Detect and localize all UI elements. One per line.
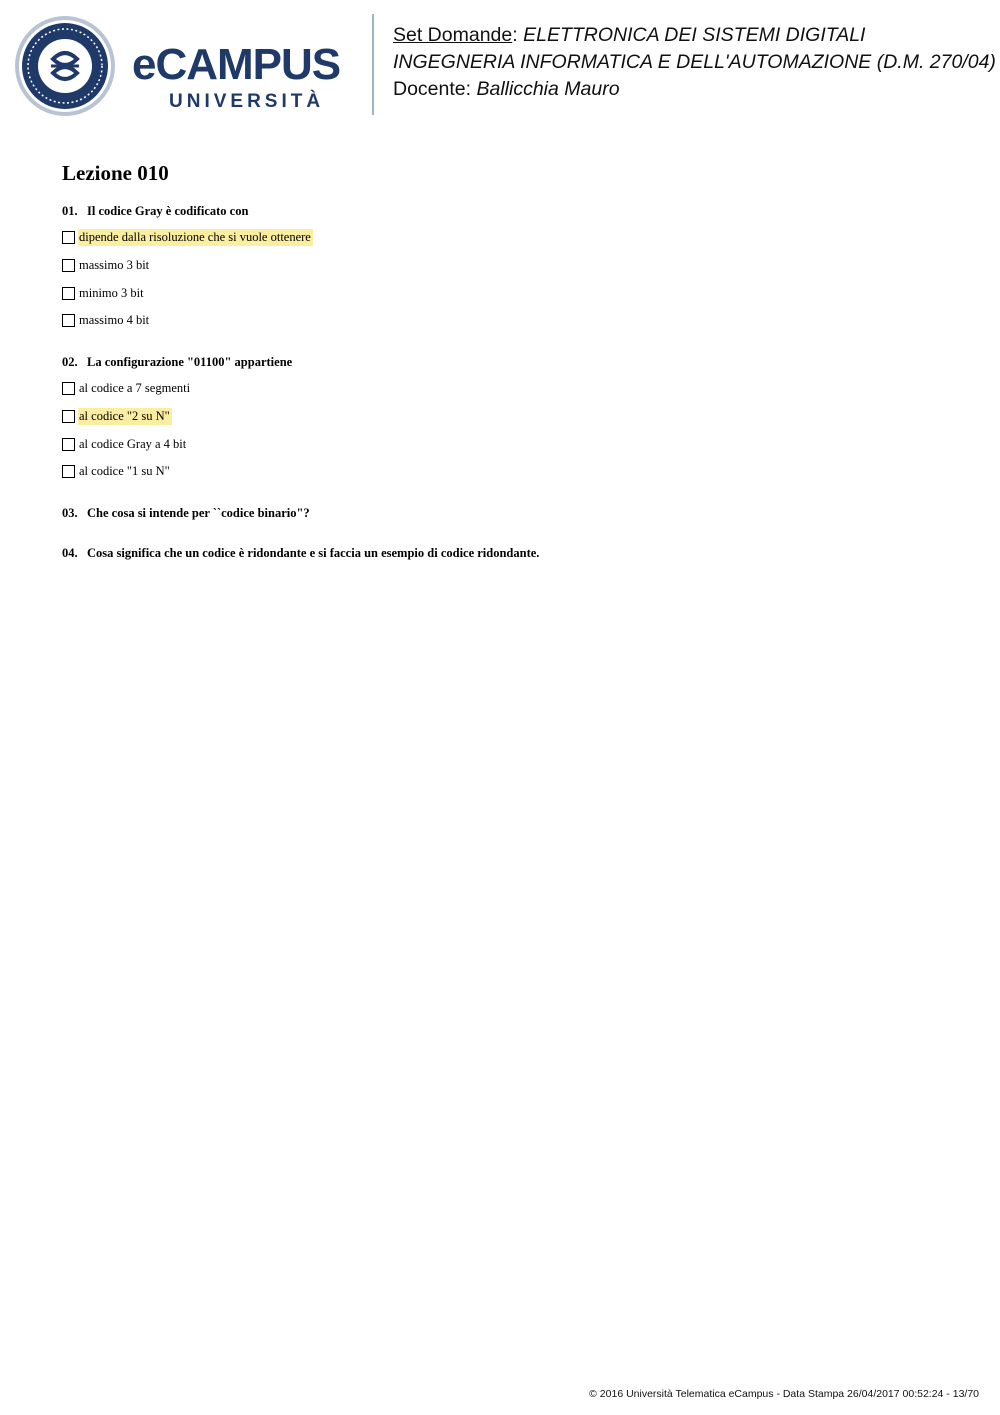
checkbox-icon[interactable] [62,438,75,451]
header-line-1 [393,22,996,49]
header-divider [372,14,374,115]
checkbox-icon[interactable] [62,287,75,300]
logo-brand-text: eCAMPUS [132,40,341,89]
option-text: al codice Gray a 4 bit [79,436,187,451]
option-text: al codice a 7 segmenti [79,380,191,395]
ecampus-wordmark-logo [132,40,357,115]
checkbox-icon[interactable] [62,314,75,327]
university-seal-logo [14,15,116,117]
set-domande-label: Set Domande [393,24,513,46]
checkbox-icon[interactable] [62,410,75,423]
answer-option[interactable] [62,311,151,329]
page-footer: © 2016 Università Telematica eCampus - Data Stampa 26/04/2017 00:52:24 - 13/70 [589,1388,979,1400]
answer-option[interactable] [62,462,172,480]
question-text: La configurazione "01100" appartiene [87,355,293,369]
option-text: dipende dalla risoluzione che si vuole ottenere [79,229,311,244]
question-04 [62,546,539,561]
question-text: Il codice Gray è codificato con [87,204,249,218]
question-02 [62,355,292,370]
checkbox-icon[interactable] [62,382,75,395]
question-number: 03. [62,506,78,520]
degree-name: INGEGNERIA INFORMATICA E DELL'AUTOMAZIONE (D.M. 270/04) [393,51,996,73]
header-info [393,22,996,103]
answer-option[interactable] [62,228,313,246]
answer-option[interactable] [62,256,151,274]
answer-option[interactable] [62,379,192,397]
question-text: Che cosa si intende per ``codice binario"? [87,506,310,520]
option-text: minimo 3 bit [79,285,144,300]
option-text: al codice "1 su N" [79,463,170,478]
question-03 [62,506,310,521]
answer-option[interactable] [62,407,172,425]
question-number: 01. [62,204,78,218]
answer-option[interactable] [62,435,188,453]
option-text: massimo 3 bit [79,257,150,272]
teacher-label: Docente: [393,78,472,100]
option-text: al codice "2 su N" [79,408,170,423]
checkbox-icon[interactable] [62,231,75,244]
header-line-3 [393,76,996,103]
question-01 [62,204,248,219]
option-text: massimo 4 bit [79,312,150,327]
question-number: 02. [62,355,78,369]
question-text: Cosa significa che un codice è ridondante e si faccia un esempio di codice ridondante. [87,546,540,560]
page-header [0,0,1000,130]
lesson-title: Lezione 010 [62,161,169,185]
question-content [62,160,962,560]
teacher-name: Ballicchia Mauro [476,78,620,100]
question-number: 04. [62,546,78,560]
answer-option[interactable] [62,284,146,302]
checkbox-icon[interactable] [62,259,75,272]
logo-sub-text: UNIVERSITÀ [169,91,325,112]
checkbox-icon[interactable] [62,465,75,478]
header-separator: : [512,24,518,46]
course-title: ELETTRONICA DEI SISTEMI DIGITALI [523,24,866,46]
